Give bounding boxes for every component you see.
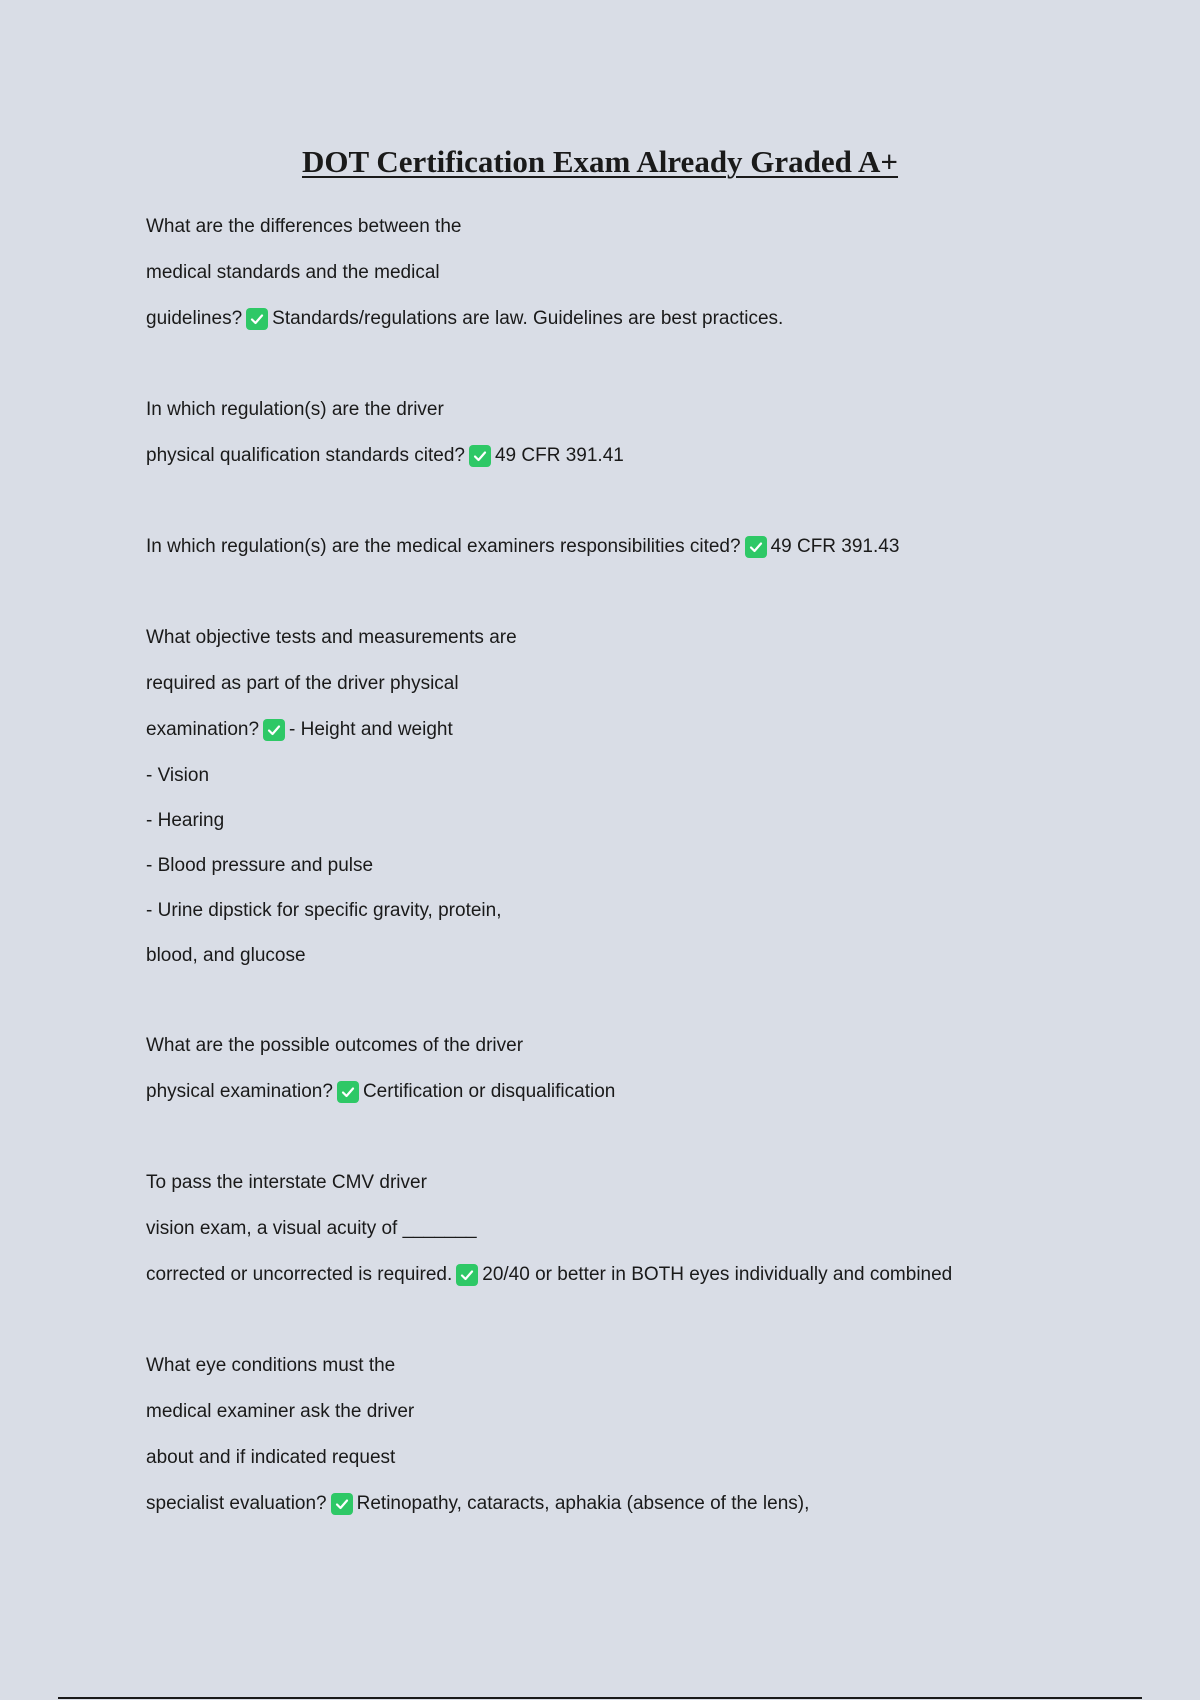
question-line: required as part of the driver physical — [146, 673, 459, 694]
question-text: physical qualification standards cited? — [146, 445, 465, 466]
question-line: What are the differences between the — [146, 216, 462, 237]
question-answer-line — [146, 1069, 1106, 1115]
answer-text: 20/40 or better in BOTH eyes individually and combined — [482, 1264, 953, 1285]
answer-line: - Vision — [146, 764, 210, 786]
check-icon — [337, 1081, 359, 1103]
answer-text: 49 CFR 391.43 — [770, 536, 900, 557]
question-answer-line — [146, 1481, 1106, 1527]
question-line: medical standards and the medical — [146, 262, 440, 283]
question-line: What eye conditions must the — [146, 1355, 396, 1376]
question-answer-line — [146, 1252, 1106, 1298]
question-answer-line — [146, 296, 1106, 342]
question-line: What are the possible outcomes of the driver — [146, 1035, 524, 1056]
question-answer-line — [146, 707, 1106, 753]
page-title — [0, 142, 1200, 182]
answer-line: blood, and glucose — [146, 944, 306, 966]
question-text: In which regulation(s) are the medical examiners responsibilities cited? — [146, 536, 741, 557]
question-text: corrected or uncorrected is required. — [146, 1264, 453, 1285]
answer-line: - Hearing — [146, 809, 225, 831]
answer-text: Retinopathy, cataracts, aphakia (absence of the lens), — [356, 1493, 810, 1514]
question-text: physical examination? — [146, 1081, 333, 1102]
qa-list — [146, 204, 1106, 1527]
check-icon — [469, 445, 491, 467]
check-icon — [246, 308, 268, 330]
question-line: In which regulation(s) are the driver — [146, 399, 444, 420]
question-answer-line — [146, 433, 1106, 479]
page-footer-rule — [58, 1697, 1142, 1699]
answer-text: Standards/regulations are law. Guidelines are best practices. — [272, 308, 784, 329]
answer-line: - Blood pressure and pulse — [146, 854, 374, 876]
answer-text: Certification or disqualification — [362, 1081, 616, 1102]
question-line: about and if indicated request — [146, 1447, 396, 1468]
check-icon — [331, 1493, 353, 1515]
question-line: What objective tests and measurements are — [146, 627, 517, 648]
question-text: examination? — [146, 719, 260, 740]
question-text: guidelines? — [146, 308, 243, 329]
question-line: vision exam, a visual acuity of _______ — [146, 1218, 477, 1239]
answer-line: - Urine dipstick for specific gravity, protein, — [146, 899, 502, 921]
answer-text: - Height and weight — [289, 719, 453, 740]
page-title-text: DOT Certification Exam Already Graded A+ — [301, 144, 899, 179]
check-icon — [263, 719, 285, 741]
question-answer-line — [146, 524, 1106, 570]
answer-text: 49 CFR 391.41 — [494, 445, 624, 466]
check-icon — [456, 1264, 478, 1286]
question-line: To pass the interstate CMV driver — [146, 1172, 427, 1193]
question-text: specialist evaluation? — [146, 1493, 327, 1514]
check-icon — [745, 536, 767, 558]
question-line: medical examiner ask the driver — [146, 1401, 415, 1422]
